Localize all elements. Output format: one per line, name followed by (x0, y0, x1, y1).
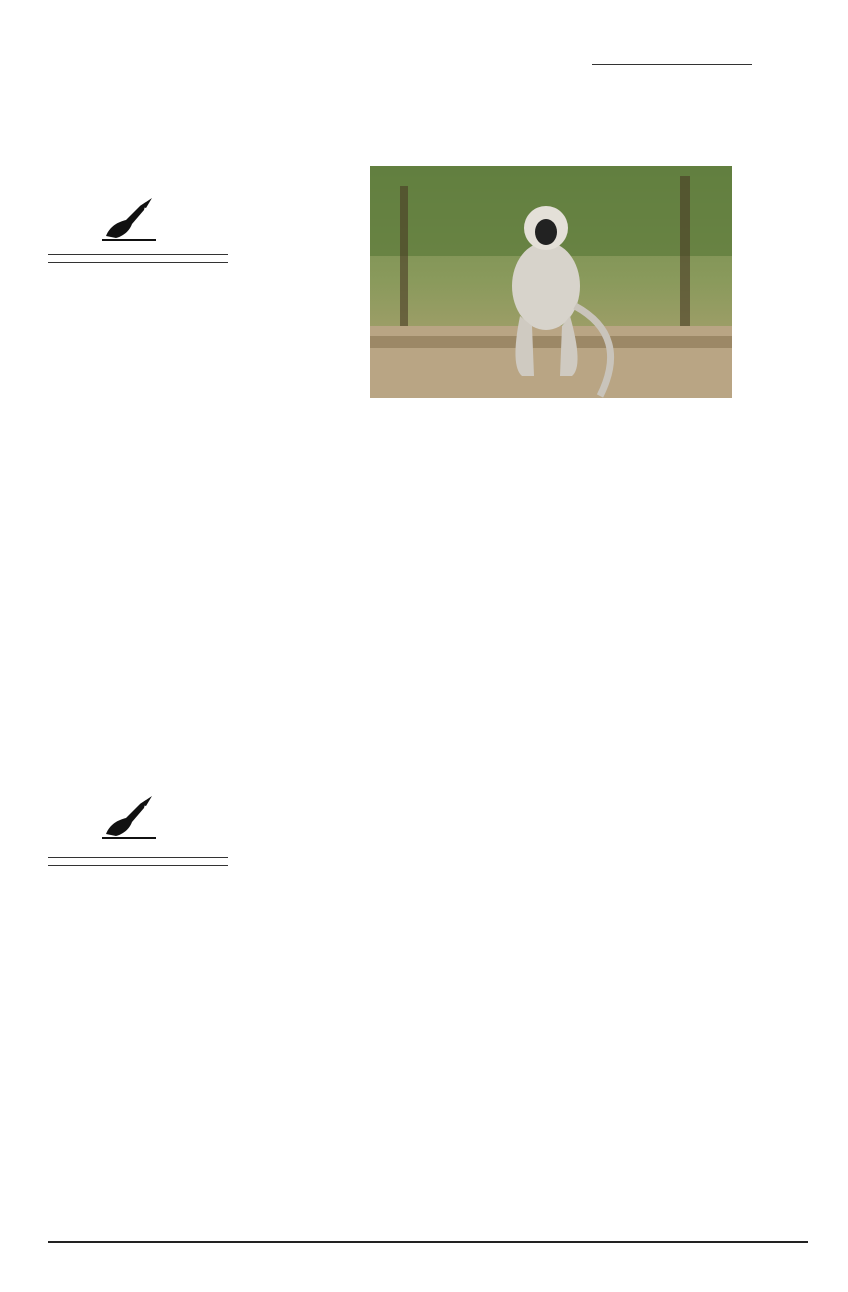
article2-column-4 (602, 888, 714, 1230)
article1-column-4 (616, 404, 732, 742)
bottom-decorative-band (48, 1238, 808, 1246)
article1-column-1 (244, 168, 364, 742)
article2-column-3 (484, 888, 596, 1230)
pen-hand-icon (100, 794, 158, 840)
monkey-photo (370, 166, 732, 398)
pen-hand-icon (100, 196, 158, 242)
article2-author (48, 857, 228, 866)
article1-author (48, 254, 228, 263)
article1-column-5 (738, 168, 848, 742)
top-decorative-dots (48, 14, 808, 20)
article2-column-1 (244, 888, 358, 1230)
article2-column-2 (364, 888, 478, 1230)
article1-column-3 (494, 404, 608, 742)
issue-date (592, 64, 752, 67)
article1-column-2 (370, 404, 486, 742)
article2-column-5 (720, 888, 832, 1230)
masthead (592, 44, 800, 84)
